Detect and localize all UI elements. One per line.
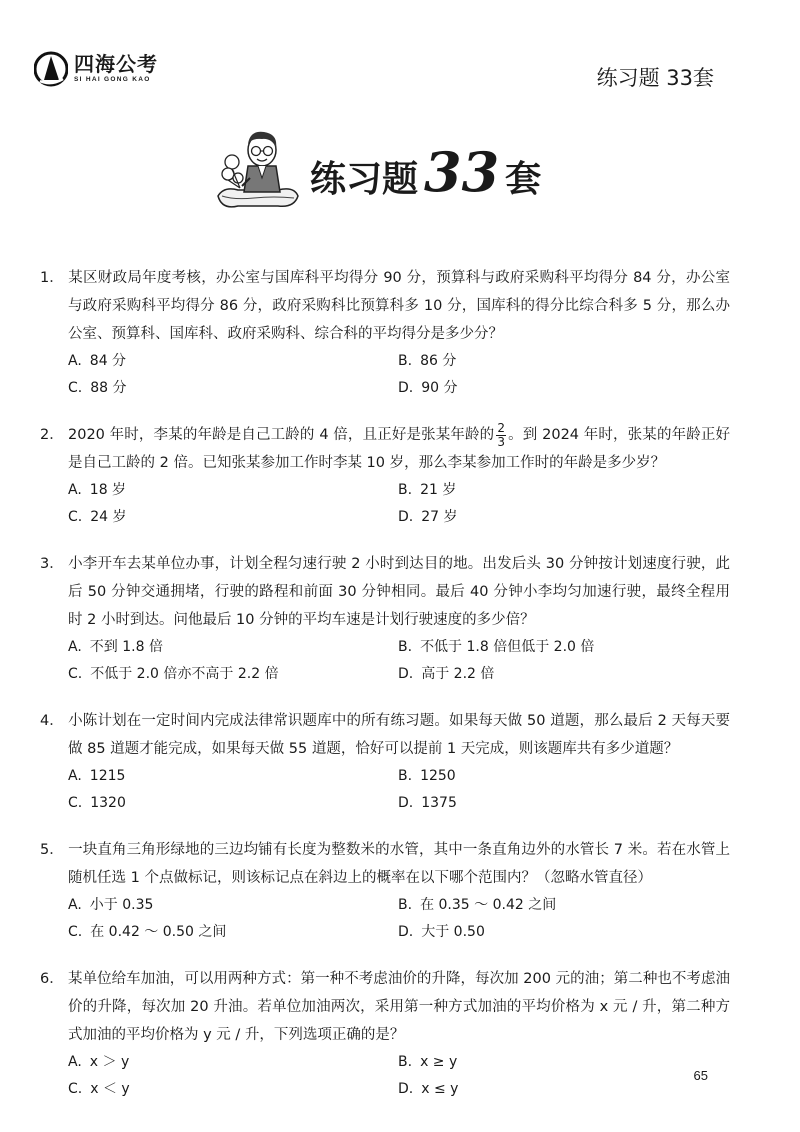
- question-5: [40, 836, 730, 946]
- option-label: D.: [398, 795, 414, 811]
- chapter-title-number: 33: [424, 140, 500, 204]
- question-2: [40, 421, 730, 531]
- option-label: C.: [68, 1081, 83, 1097]
- option-grid: [40, 892, 730, 946]
- question-number: 5．: [40, 842, 64, 858]
- option-label: B.: [398, 353, 413, 369]
- option-text: 90 分: [421, 380, 458, 396]
- option-grid: [40, 634, 730, 688]
- option-label: A.: [68, 639, 82, 655]
- option-text: x ≤ y: [421, 1081, 459, 1097]
- option-a[interactable]: [68, 348, 398, 375]
- option-b[interactable]: [398, 348, 728, 375]
- option-grid: [40, 477, 730, 531]
- sailboat-logo-icon: [34, 50, 68, 88]
- option-d[interactable]: [398, 1076, 728, 1103]
- question-text: 小李开车去某单位办事，计划全程匀速行驶 2 小时到达目的地。出发后头 30 分钟按计划速度行驶，此后 50 分钟交通拥堵，行驶的路程和前面 30 分钟相同。最后 40 分钟小李均匀加速行驶，最终全程用时 2 小时到达。问他最后 10 分钟的平均车速是计划行驶速度的多少倍？: [68, 556, 730, 628]
- question-stem: [40, 550, 730, 634]
- fraction-denominator: 3: [497, 434, 505, 449]
- chapter-banner: [214, 126, 541, 218]
- logo-pinyin: SI HAI GONG KAO: [74, 76, 151, 83]
- question-list: [40, 264, 730, 1122]
- option-text: 1215: [89, 768, 126, 784]
- option-c[interactable]: [68, 919, 398, 946]
- option-text: 1320: [90, 795, 126, 811]
- option-text: 不低于 1.8 倍但低于 2.0 倍: [420, 639, 595, 655]
- option-label: C.: [68, 380, 83, 396]
- question-text-after-fraction: 。到 2024 年时，张某的年龄正好是自己工龄的 2 倍。已知张某参加工作时李某 10 岁，那么李某参加工作时的年龄是多少岁？: [68, 427, 730, 471]
- option-label: D.: [398, 924, 414, 940]
- option-a[interactable]: [68, 892, 398, 919]
- option-text: 不低于 2.0 倍亦不高于 2.2 倍: [90, 666, 279, 682]
- question-text: 一块直角三角形绿地的三边均铺有长度为整数米的水管，其中一条直角边外的水管长 7 米。若在水管上随机任选 1 个点做标记，则该标记点在斜边上的概率在以下哪个范围内？（忽略水管直径）: [68, 842, 730, 886]
- question-stem: [40, 421, 730, 477]
- option-text: x ≥ y: [420, 1054, 458, 1070]
- question-1: [40, 264, 730, 402]
- option-label: A.: [68, 1054, 82, 1070]
- option-text: 88 分: [90, 380, 127, 396]
- question-stem: [40, 264, 730, 348]
- option-label: C.: [68, 509, 83, 525]
- option-label: D.: [398, 380, 414, 396]
- option-text: 84 分: [89, 353, 127, 369]
- logo-chinese-name: 四海公考: [74, 52, 158, 76]
- option-label: C.: [68, 795, 83, 811]
- option-text: 小于 0.35: [89, 897, 154, 913]
- option-a[interactable]: [68, 763, 398, 790]
- option-c[interactable]: [68, 504, 398, 531]
- option-text: 27 岁: [421, 509, 458, 525]
- option-a[interactable]: [68, 1049, 398, 1076]
- question-number: 2．: [40, 427, 64, 443]
- option-text: 24 岁: [90, 509, 127, 525]
- option-label: A.: [68, 353, 82, 369]
- option-a[interactable]: [68, 477, 398, 504]
- option-b[interactable]: [398, 477, 728, 504]
- question-4: [40, 707, 730, 817]
- question-stem: [40, 707, 730, 763]
- option-label: A.: [68, 897, 82, 913]
- question-text: 某区财政局年度考核，办公室与国库科平均得分 90 分，预算科与政府采购科平均得分 84 分，办公室与政府采购科平均得分 86 分，政府采购科比预算科多 10 分，国库科的得分比综合科多 5 分，那么办公室、预算科、国库科、政府采购科、综合科的平均得分是多少分？: [68, 270, 730, 342]
- option-c[interactable]: [68, 375, 398, 402]
- option-text: 1250: [420, 768, 456, 784]
- option-d[interactable]: [398, 919, 728, 946]
- option-b[interactable]: [398, 1049, 728, 1076]
- option-label: D.: [398, 1081, 414, 1097]
- option-grid: [40, 763, 730, 817]
- option-label: B.: [398, 639, 413, 655]
- question-stem: [40, 836, 730, 892]
- question-stem: [40, 965, 730, 1049]
- question-text-before-fraction: 2020 年时，李某的年龄是自己工龄的 4 倍，且正好是张某年龄的: [68, 427, 495, 443]
- page-header-title: 练习题 33套: [596, 66, 714, 90]
- page-number: 65: [693, 1068, 708, 1083]
- option-text: 在 0.35 ～ 0.42 之间: [420, 897, 557, 913]
- option-text: 高于 2.2 倍: [421, 666, 495, 682]
- question-number: 3．: [40, 556, 64, 572]
- option-text: 21 岁: [420, 482, 457, 498]
- option-c[interactable]: [68, 790, 398, 817]
- option-label: D.: [398, 666, 414, 682]
- option-label: C.: [68, 666, 83, 682]
- option-c[interactable]: [68, 1076, 398, 1103]
- option-d[interactable]: [398, 661, 728, 688]
- chapter-title: [310, 140, 541, 204]
- brand-logo: [34, 50, 158, 88]
- chapter-title-suffix: 套: [505, 158, 542, 200]
- option-d[interactable]: [398, 504, 728, 531]
- option-label: B.: [398, 768, 413, 784]
- option-b[interactable]: [398, 634, 728, 661]
- option-text: 大于 0.50: [421, 924, 485, 940]
- option-text: x ＜ y: [90, 1081, 130, 1097]
- option-text: 86 分: [420, 353, 457, 369]
- option-label: B.: [398, 897, 413, 913]
- option-text: 18 岁: [89, 482, 127, 498]
- option-text: 不到 1.8 倍: [89, 639, 163, 655]
- option-label: A.: [68, 482, 82, 498]
- option-grid: [40, 1049, 730, 1103]
- question-number: 1．: [40, 270, 64, 286]
- option-text: 1375: [421, 795, 457, 811]
- option-label: B.: [398, 1054, 413, 1070]
- question-number: 4．: [40, 713, 64, 729]
- option-b[interactable]: [398, 892, 728, 919]
- option-label: A.: [68, 768, 82, 784]
- chapter-title-prefix: 练习题: [310, 158, 419, 200]
- option-text: 在 0.42 ～ 0.50 之间: [90, 924, 227, 940]
- question-text: 某单位给车加油，可以用两种方式：第一种不考虑油价的升降，每次加 200 元的油；第二种也不考虑油价的升降，每次加 20 升油。若单位加油两次，采用第一种方式加油的平均价格为 x 元 / 升，第二种方式加油的平均价格为 y 元 / 升，下列选项正确的是？: [68, 971, 730, 1043]
- fraction-numerator: 2: [497, 420, 505, 435]
- fraction: [496, 422, 506, 449]
- question-text: 小陈计划在一定时间内完成法律常识题库中的所有练习题。如果每天做 50 道题，那么最后 2 天每天要做 85 道题才能完成，如果每天做 55 道题，恰好可以提前 1 天完成，则该题库共有多少道题？: [68, 713, 730, 757]
- option-b[interactable]: [398, 763, 728, 790]
- option-text: x ＞ y: [89, 1054, 130, 1070]
- option-label: B.: [398, 482, 413, 498]
- question-number: 6．: [40, 971, 64, 987]
- option-a[interactable]: [68, 634, 398, 661]
- option-d[interactable]: [398, 790, 728, 817]
- question-3: [40, 550, 730, 688]
- teacher-mascot-icon: [214, 126, 302, 218]
- option-grid: [40, 348, 730, 402]
- option-label: C.: [68, 924, 83, 940]
- option-d[interactable]: [398, 375, 728, 402]
- option-c[interactable]: [68, 661, 398, 688]
- option-label: D.: [398, 509, 414, 525]
- question-6: [40, 965, 730, 1103]
